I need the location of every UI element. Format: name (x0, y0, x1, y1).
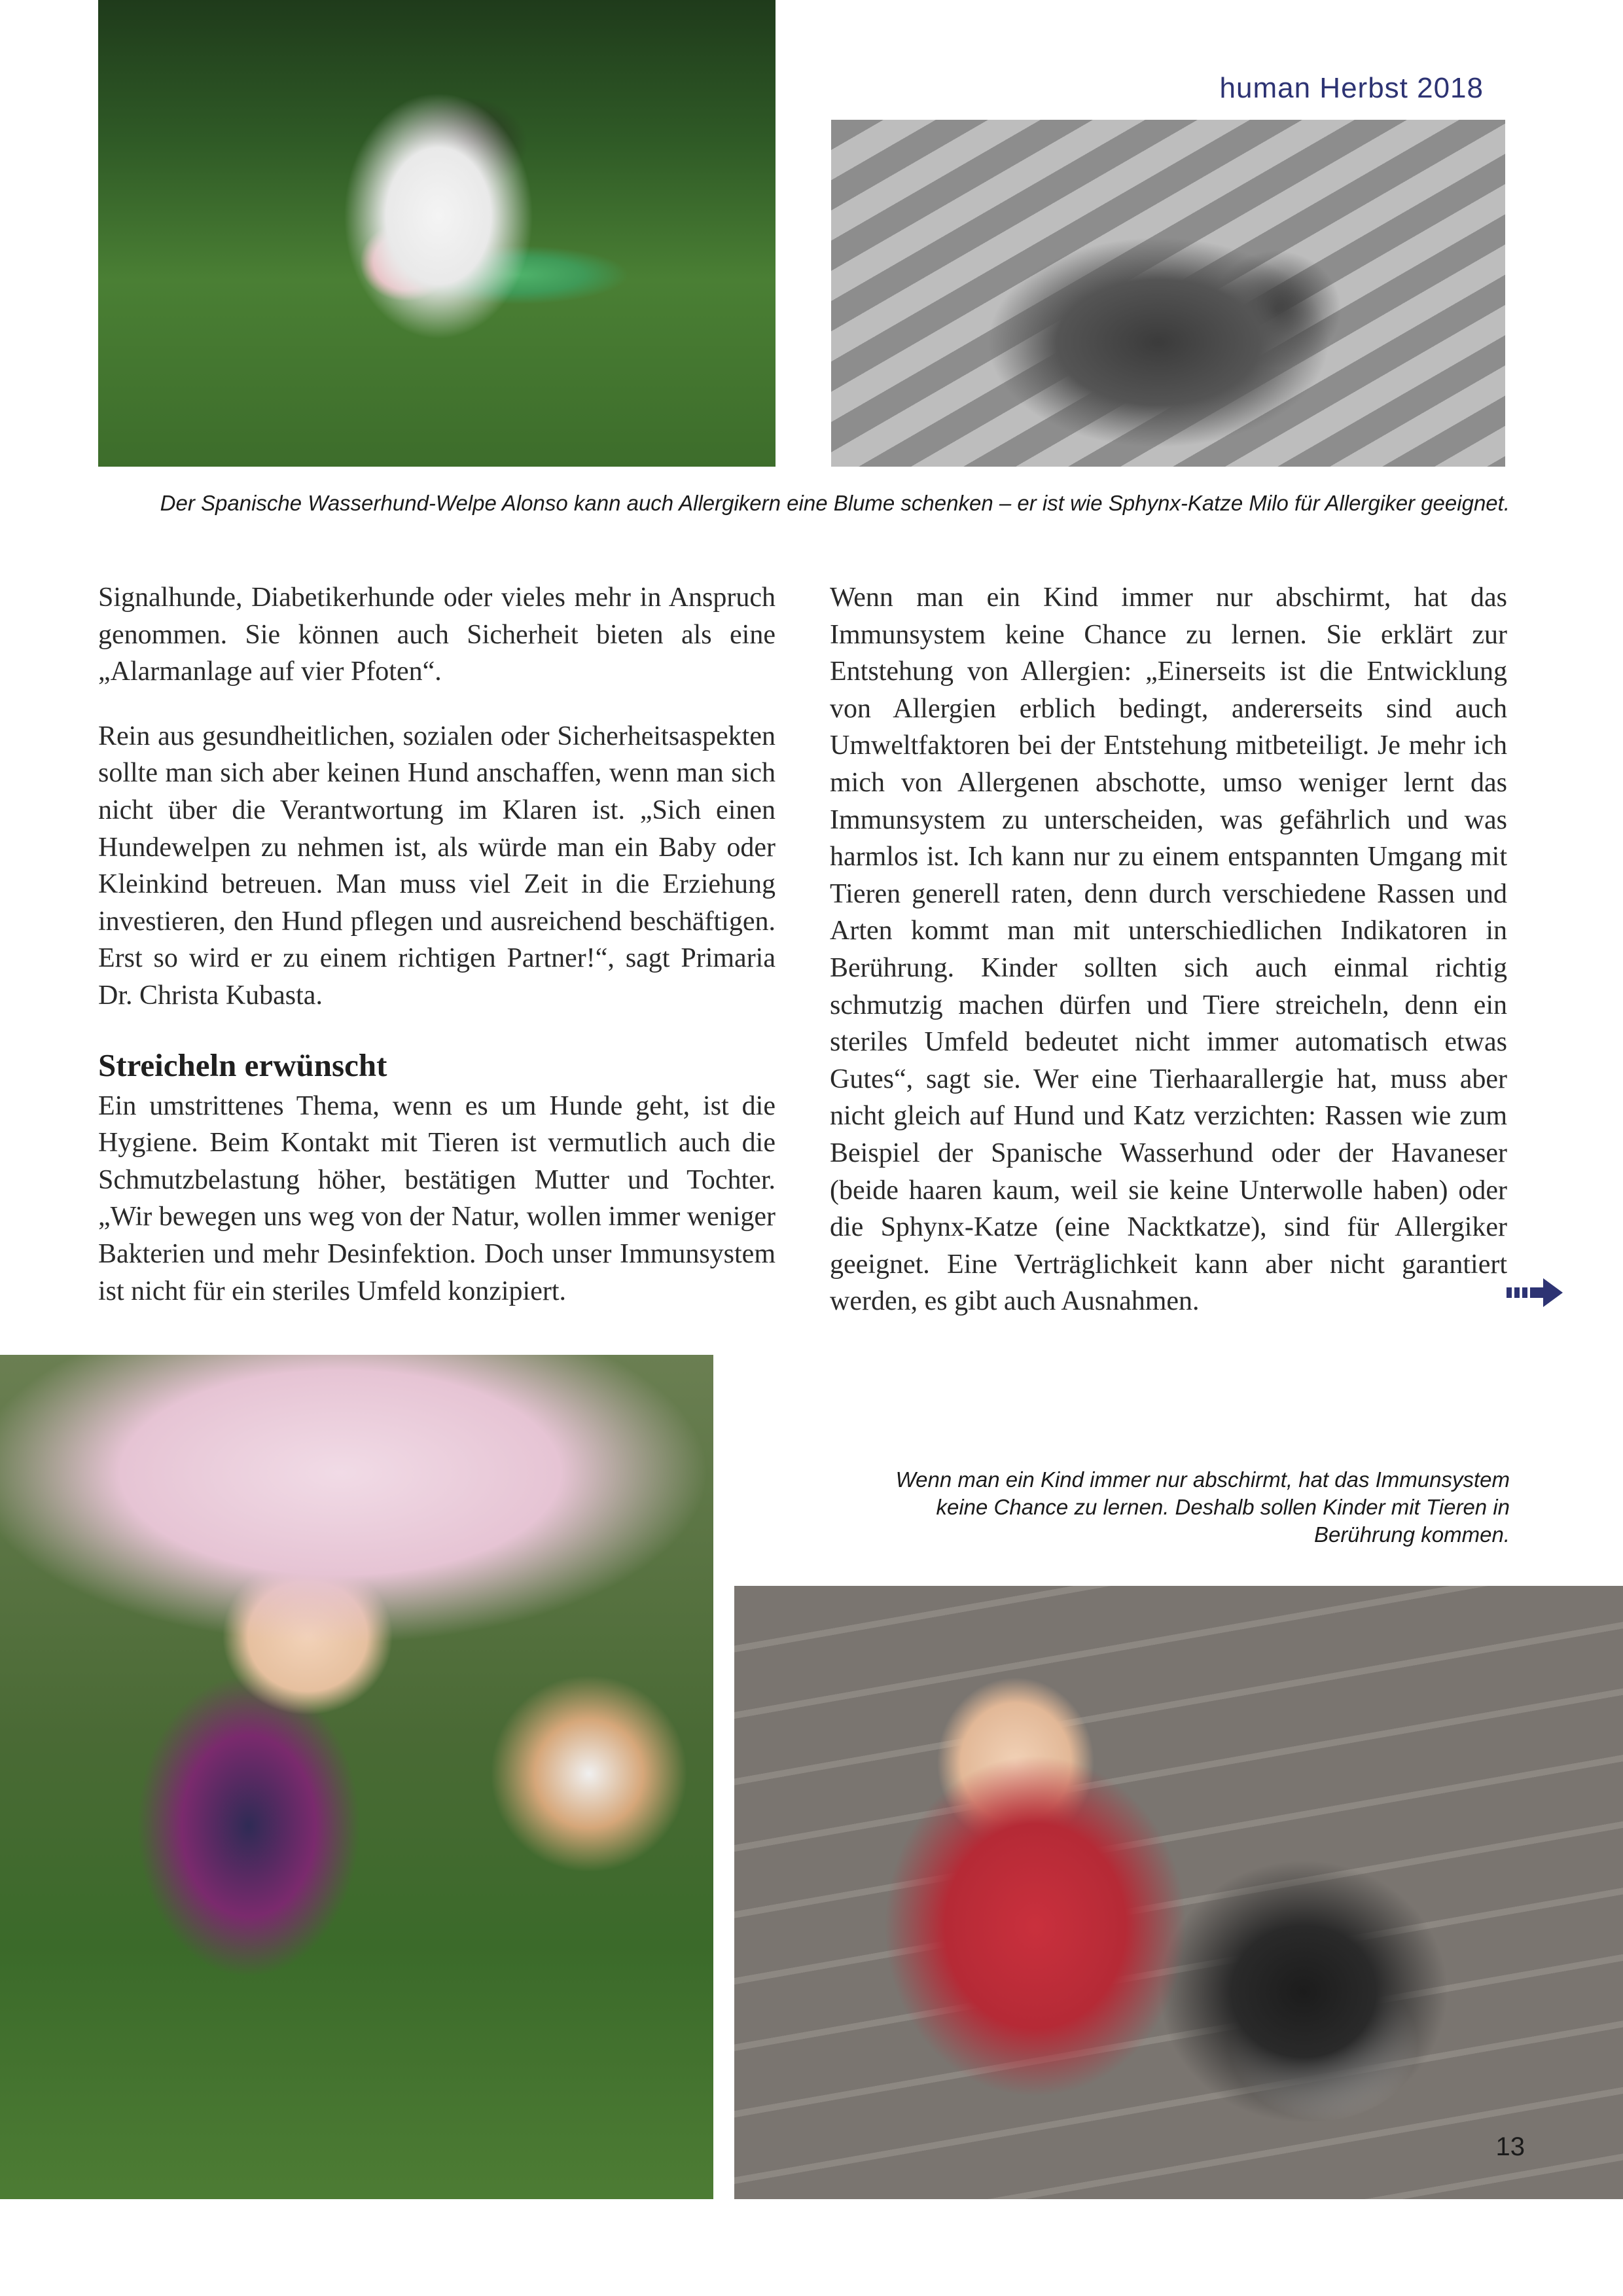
section-heading: Streicheln erwünscht (98, 1047, 387, 1083)
photo-caption-top: Der Spanische Wasserhund-Welpe Alonso kann auch Allergikern eine Blume schenken – er ist wie Sphynx-Katze Milo für Allergiker geeignet. (160, 491, 1510, 515)
paragraph: Rein aus gesundheitlichen, sozialen oder Sicherheitsaspekten sollte man sich aber keinen Hund anschaffen, wenn man sich nicht über die Verantwortung im Klaren ist. „Sich einen Hundewelpen zu nehmen ist, als würde man ein Baby oder Kleinkind betreuen. Man muss viel Zeit in die Erziehung investieren, den Hund pflegen und ausreichend beschäftigen. Erst so wird er zu einem richtigen Partner!“, sagt Primaria Dr. Christa Kubasta. (98, 721, 776, 1011)
paragraph: Ein umstrittenes Thema, wenn es um Hunde geht, ist die Hygiene. Beim Kontakt mit Tieren ist vermutlich auch die Schmutzbelastung höher, bestätigen Mutter und Tochter. „Wir bewegen uns weg von der Natur, wollen immer weniger Bakterien und mehr Desinfektion. Doch unser Immunsystem ist nicht für ein steriles Umfeld konzipiert. (98, 1090, 776, 1306)
page-number: 13 (1495, 2132, 1525, 2161)
baby-cat-photo (734, 1586, 1623, 2199)
issue-header: human Herbst 2018 (1219, 72, 1484, 104)
continue-arrow-icon[interactable] (1507, 1276, 1564, 1309)
paragraph: Wenn man ein Kind immer nur abschirmt, hat das Immunsystem keine Chance zu lernen. Sie erklärt zur Entstehung von Allergien: „Einerseits ist die Entwicklung von Allergien erblich bedingt, andererseits sind auch Umweltfaktoren bei der Entstehung mitbeteiligt. Je mehr ich mich von Allergenen abschotte, umso weniger lernt das Immunsystem zu unterscheiden, was gefährlich und was harmlos ist. Ich kann nur zu einem entspannten Umgang mit Tieren generell raten, denn durch verschiedene Rassen und Arten kommt man mit unterschiedlichen Indikatoren in Berührung. Kinder sollten sich auch einmal richtig schmutzig machen dürfen und Tiere streicheln, denn ein steriles Umfeld bedeutet nicht immer automatisch etwas Gutes“, sagt sie. Wer eine Tierhaarallergie hat, muss aber nicht gleich auf Hund und Katz verzichten: Rassen wie zum Beispiel der Spanische Wasserhund oder der Havaneser (beide haaren kaum, weil sie keine Unterwolle haben) oder die Sphynx-Katze (eine Nacktkatze), sind für Allergiker geeignet. Eine Verträglichkeit kann aber nicht garantiert werden, es gibt auch Ausnahmen. (830, 583, 1507, 1317)
photo-caption-middle: Wenn man ein Kind immer nur abschirmt, hat das Immunsystem keine Chance zu lernen. Deshalb sollen Kinder mit Tieren in Berührung kommen. (895, 1467, 1510, 1547)
text-column-left (98, 579, 776, 1310)
girl-umbrella-beagle-photo (0, 1355, 713, 2199)
sphynx-cat-photo (831, 120, 1505, 467)
paragraph: Signalhunde, Diabetikerhunde oder vieles mehr in Anspruch genommen. Sie können auch Sicherheit bieten als eine „Alarmanlage auf vier Pfoten“. (98, 583, 776, 687)
puppy-photo (98, 0, 776, 467)
text-column-right (830, 579, 1507, 1320)
